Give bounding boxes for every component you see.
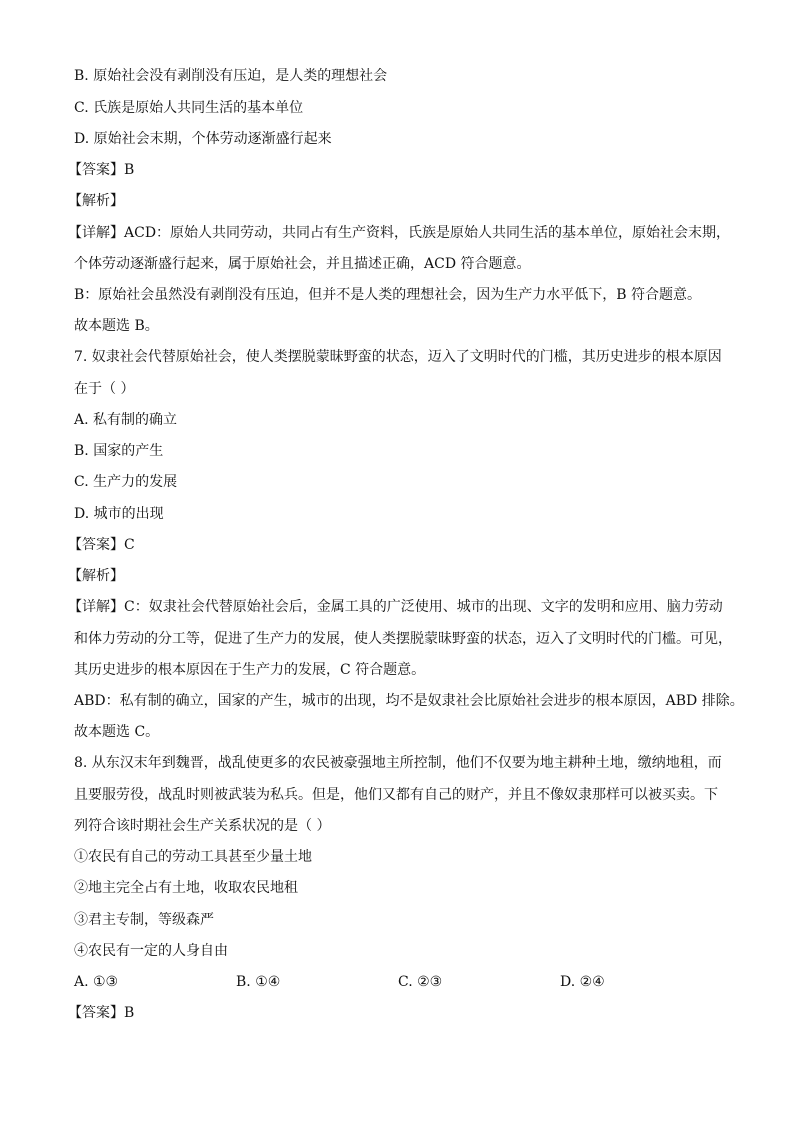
q7-answer-value: C (124, 537, 135, 553)
q8-stem-3: 列符合该时期社会生产关系状况的是（ ） (74, 818, 331, 834)
q7-detail-text-1: C：奴隶社会代替原始社会后，金属工具的广泛使用、城市的出现、文字的发明和应用、脑力劳动 (124, 599, 723, 615)
q6-answer-value: B (124, 162, 135, 178)
q6-detail-2: 个体劳动逐渐盛行起来，属于原始社会，并且描述正确，ACD 符合题意。 (74, 256, 531, 272)
q8-answer (68, 1003, 728, 1023)
q6-option-d: D. 原始社会末期，个体劳动逐渐盛行起来 (74, 131, 332, 147)
q6-option-c: C. 氏族是原始人共同生活的基本单位 (74, 100, 304, 116)
q6-answer-label: 【答案】 (68, 162, 124, 178)
q8-options (74, 972, 734, 992)
q7-detail-2: 和体力劳动的分工等，促进了生产力的发展，使人类摆脱蒙昧野蛮的状态，迈入了文明时代的门槛。可见， (74, 631, 732, 647)
q7-stem-2: 在于（ ） (74, 381, 135, 397)
q7-option-a: A. 私有制的确立 (74, 412, 178, 428)
q7-detail-1 (68, 597, 728, 617)
q7-detail-4: ABD：私有制的确立，国家的产生，城市的出现，均不是奴隶社会比原始社会进步的根本原因，ABD 排除。 (74, 693, 744, 709)
q7-analysis-label: 【解析】 (68, 568, 124, 584)
q6-detail-label: 【详解】 (68, 225, 124, 241)
q6-detail-3: B：原始社会虽然没有剥削没有压迫，但并不是人类的理想社会，因为生产力水平低下，B 符合题意。 (74, 287, 702, 303)
q6-conclusion: 故本题选 B。 (74, 318, 159, 334)
q7-answer-label: 【答案】 (68, 537, 124, 553)
q7-option-b: B. 国家的产生 (74, 443, 164, 459)
q8-option-d: D. ②④ (560, 974, 605, 990)
q8-option-a: A. ①③ (74, 974, 119, 990)
q8-item-4: ④农民有一定的人身自由 (74, 943, 228, 959)
q7-detail-label: 【详解】 (68, 599, 124, 615)
q8-option-c: C. ②③ (398, 974, 443, 990)
q8-answer-value: B (124, 1005, 135, 1021)
q7-conclusion: 故本题选 C。 (74, 724, 160, 740)
q8-stem-2: 且要服劳役，战乱时则被武装为私兵。但是，他们又都有自己的财产，并且不像奴隶那样可以被买卖。下 (74, 787, 718, 803)
q8-item-3: ③君主专制，等级森严 (74, 912, 214, 928)
q6-analysis-label: 【解析】 (68, 193, 124, 209)
q8-option-b: B. ①④ (236, 974, 281, 990)
q7-option-c: C. 生产力的发展 (74, 474, 178, 490)
q7-option-d: D. 城市的出现 (74, 506, 164, 522)
q8-item-1: ①农民有自己的劳动工具甚至少量土地 (74, 849, 312, 865)
q8-answer-label: 【答案】 (68, 1005, 124, 1021)
q8-item-2: ②地主完全占有土地，收取农民地租 (74, 880, 298, 896)
q7-detail-3: 其历史进步的根本原因在于生产力的发展，C 符合题意。 (74, 662, 426, 678)
q6-detail-text-1: ACD：原始人共同劳动，共同占有生产资料，氏族是原始人共同生活的基本单位，原始社会末期， (124, 225, 731, 241)
q6-answer (68, 160, 728, 180)
q7-stem-1: 7. 奴隶社会代替原始社会，使人类摆脱蒙昧野蛮的状态，迈入了文明时代的门槛，其历史进步的根本原因 (74, 349, 722, 365)
q7-answer (68, 535, 728, 555)
q6-detail-1 (68, 223, 731, 243)
q6-option-b: B. 原始社会没有剥削没有压迫，是人类的理想社会 (74, 68, 388, 84)
q8-stem-1: 8. 从东汉末年到魏晋，战乱使更多的农民被豪强地主所控制，他们不仅要为地主耕种土地，缴纳地租，而 (74, 755, 722, 771)
